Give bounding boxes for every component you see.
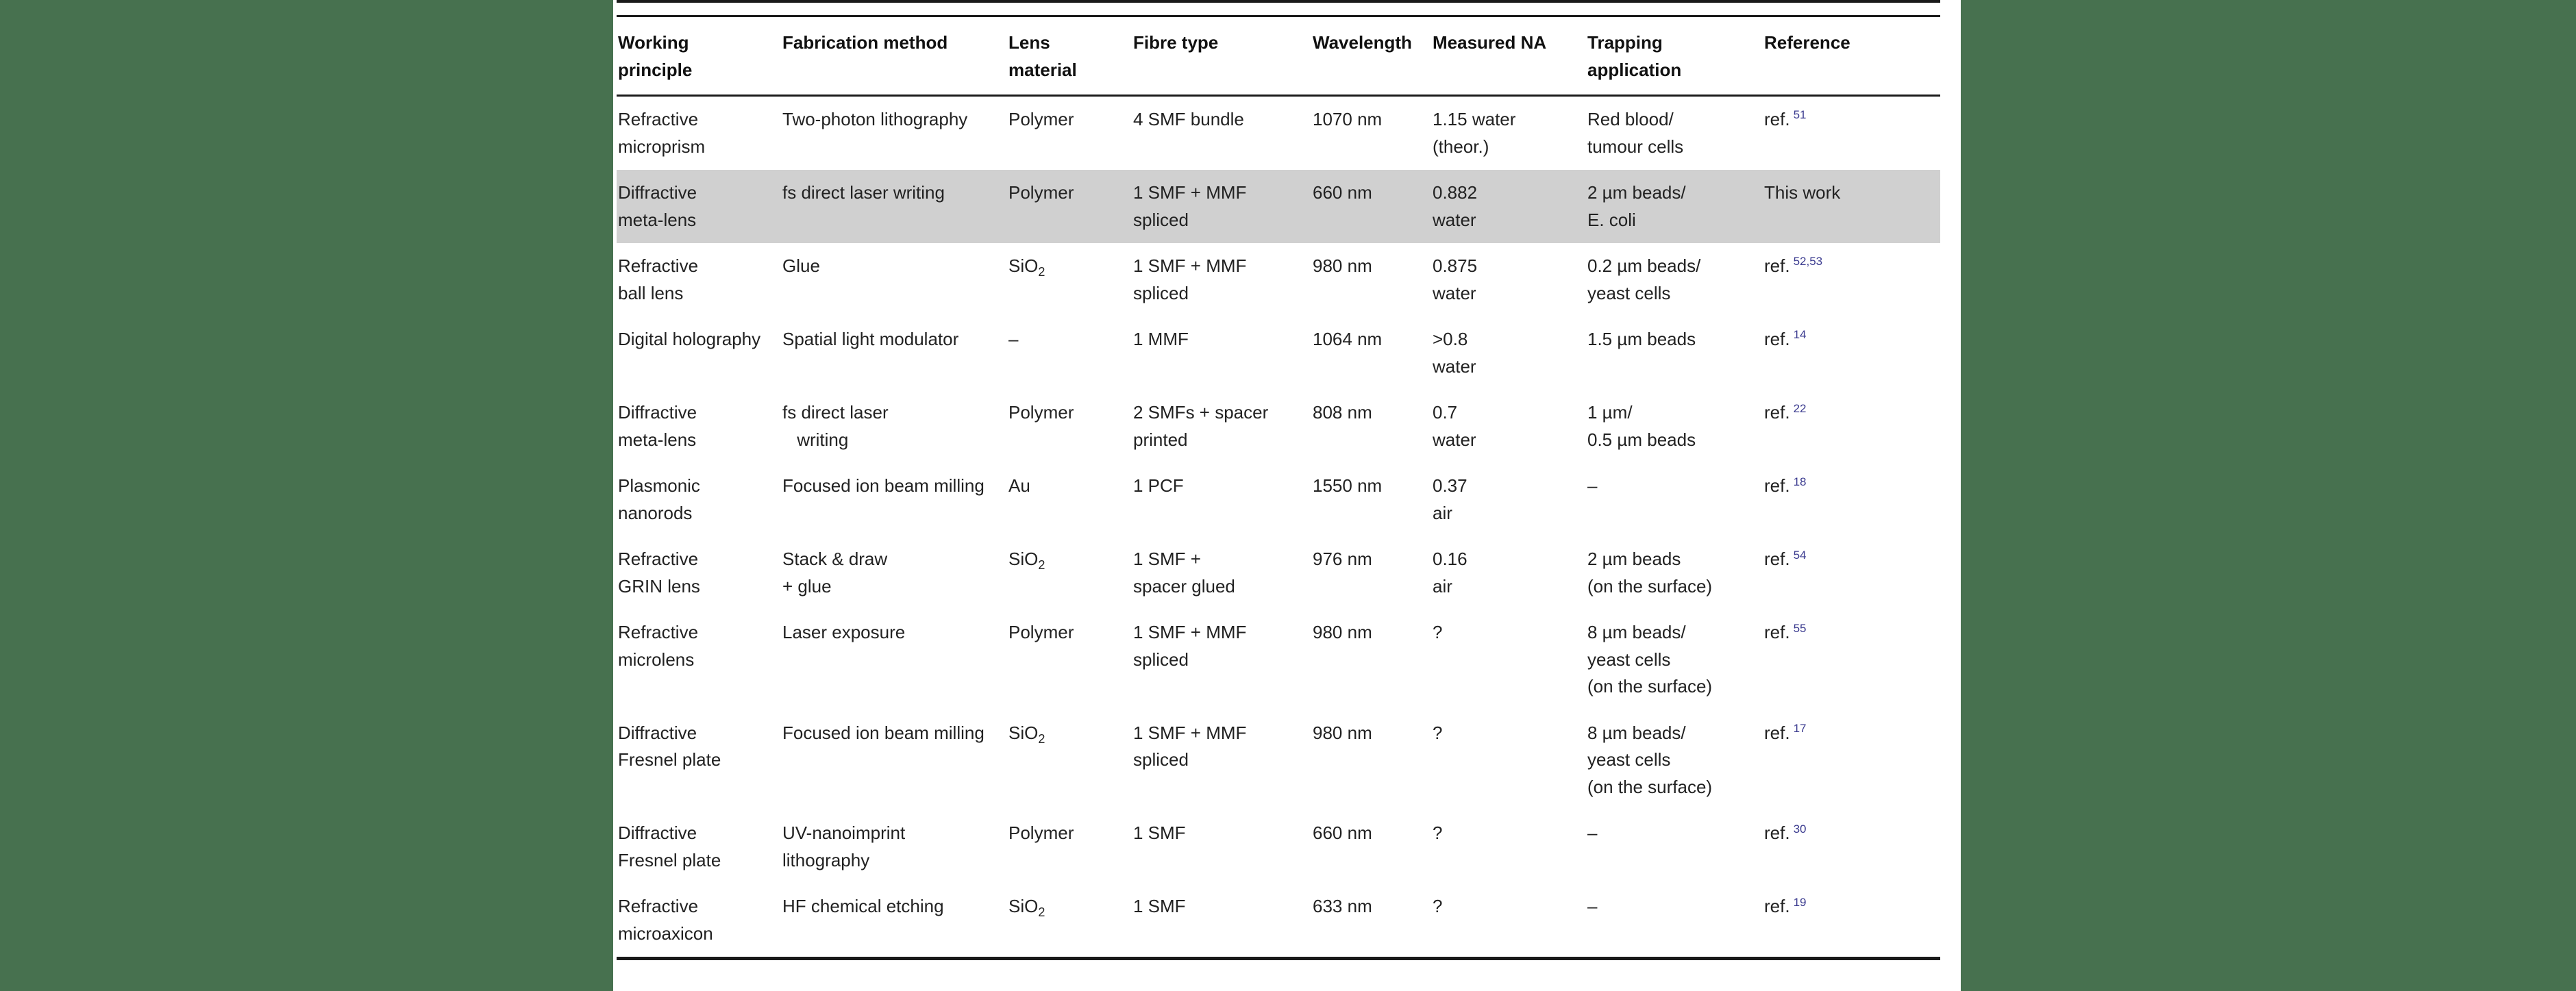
cell-line: 980 nm bbox=[1313, 255, 1372, 277]
cell-line: 1.5 µm beads bbox=[1587, 329, 1696, 350]
cell-line: Polymer bbox=[1008, 823, 1074, 844]
cell-line: meta-lens bbox=[618, 209, 697, 230]
cell-line: SiO$_2$ bbox=[1008, 896, 1045, 920]
subscript: 2 bbox=[1038, 265, 1045, 279]
cell-fabrication bbox=[781, 96, 1007, 171]
cell-principle bbox=[617, 536, 781, 610]
cell-wavelength bbox=[1311, 170, 1431, 243]
table-body bbox=[617, 96, 1940, 959]
column-header-material bbox=[1007, 16, 1132, 96]
cell-principle bbox=[617, 170, 781, 243]
cell-line: Focused ion beam milling bbox=[782, 722, 984, 743]
cell-fibre bbox=[1132, 536, 1311, 610]
cell-line: ? bbox=[1433, 823, 1443, 844]
cell-line: 1.15 water bbox=[1433, 109, 1516, 130]
page-panel bbox=[613, 0, 1961, 991]
cell-principle bbox=[617, 316, 781, 390]
reference-label: ref. $^{14}$ bbox=[1764, 328, 1807, 350]
cell-line: ? bbox=[1433, 622, 1443, 643]
cell-line: Spatial light modulator bbox=[782, 329, 959, 350]
cell-fabrication bbox=[781, 610, 1007, 710]
cell-line: yeast cells bbox=[1587, 749, 1671, 770]
table-bottom-rule bbox=[617, 959, 1940, 968]
column-header-line: Lens bbox=[1008, 32, 1050, 53]
reference-label: ref. $^{51}$ bbox=[1764, 108, 1807, 130]
cell-na bbox=[1431, 316, 1586, 390]
cell-reference bbox=[1763, 883, 1940, 959]
cell-line: Polymer bbox=[1008, 109, 1074, 130]
comparison-table bbox=[617, 0, 1940, 967]
table-row bbox=[617, 883, 1940, 959]
cell-line: HF chemical etching bbox=[782, 896, 944, 917]
subscript: 2 bbox=[1038, 731, 1045, 746]
cell-line: Diffractive bbox=[618, 823, 697, 844]
cell-reference bbox=[1763, 610, 1940, 710]
cell-fabrication bbox=[781, 243, 1007, 316]
cell-line: ? bbox=[1433, 722, 1443, 743]
table-row bbox=[617, 463, 1940, 536]
cell-line: (on the surface) bbox=[1587, 676, 1713, 697]
cell-line: 2 µm beads bbox=[1587, 549, 1681, 570]
cell-line: 808 nm bbox=[1313, 402, 1372, 423]
cell-line: Au bbox=[1008, 475, 1030, 497]
cell-line: 8 µm beads/ bbox=[1587, 722, 1686, 743]
cell-trapping bbox=[1586, 883, 1763, 959]
reference-label: ref. $^{55}$ bbox=[1764, 621, 1807, 643]
cell-line: Two-photon lithography bbox=[782, 109, 968, 130]
cell-wavelength bbox=[1311, 710, 1431, 811]
cell-line: Fresnel plate bbox=[618, 749, 721, 770]
cell-reference bbox=[1763, 170, 1940, 243]
reference-label: ref. $^{18}$ bbox=[1764, 475, 1807, 497]
cell-fibre bbox=[1132, 463, 1311, 536]
cell-line: 1 SMF + bbox=[1133, 549, 1201, 570]
cell-line: Polymer bbox=[1008, 402, 1074, 423]
cell-line: E. coli bbox=[1587, 209, 1636, 230]
cell-material bbox=[1007, 610, 1132, 710]
cell-line: writing bbox=[792, 429, 849, 450]
cell-principle bbox=[617, 810, 781, 883]
cell-line: Plasmonic bbox=[618, 475, 700, 497]
cell-line: 0.875 bbox=[1433, 255, 1478, 277]
cell-na bbox=[1431, 463, 1586, 536]
reference-label: ref. $^{54}$ bbox=[1764, 548, 1807, 570]
cell-reference bbox=[1763, 390, 1940, 463]
cell-line: water bbox=[1433, 209, 1476, 230]
cell-line: air bbox=[1433, 575, 1452, 597]
cell-trapping bbox=[1586, 170, 1763, 243]
rule-cell bbox=[617, 1, 1940, 16]
cell-line: SiO$_2$ bbox=[1008, 549, 1045, 573]
column-header-line: Reference bbox=[1764, 32, 1850, 53]
cell-fibre bbox=[1132, 810, 1311, 883]
cell-na bbox=[1431, 810, 1586, 883]
reference-label: ref. $^{52,53}$ bbox=[1764, 255, 1823, 277]
cell-na bbox=[1431, 710, 1586, 811]
cell-line: 980 nm bbox=[1313, 722, 1372, 743]
column-header-line: Fabrication method bbox=[782, 32, 948, 53]
cell-principle bbox=[617, 243, 781, 316]
reference-superscript-link[interactable]: 17 bbox=[1793, 722, 1807, 736]
column-header-na bbox=[1431, 16, 1586, 96]
column-header-wavelength bbox=[1311, 16, 1431, 96]
cell-line: spacer glued bbox=[1133, 575, 1235, 597]
cell-material bbox=[1007, 810, 1132, 883]
table-row bbox=[617, 390, 1940, 463]
reference-superscript-link[interactable]: 18 bbox=[1793, 475, 1807, 488]
cell-line: fs direct laser bbox=[782, 402, 889, 423]
column-header-line: material bbox=[1008, 59, 1077, 80]
table-row bbox=[617, 243, 1940, 316]
cell-line: – bbox=[1587, 823, 1598, 844]
cell-fibre bbox=[1132, 390, 1311, 463]
reference-superscript-link[interactable]: 52,53 bbox=[1793, 255, 1823, 268]
cell-line: Polymer bbox=[1008, 622, 1074, 643]
cell-line: GRIN lens bbox=[618, 575, 700, 597]
table-row bbox=[617, 536, 1940, 610]
cell-line: (on the surface) bbox=[1587, 575, 1713, 597]
cell-line: 1 SMF + MMF bbox=[1133, 722, 1247, 743]
table-container bbox=[617, 0, 1940, 967]
cell-reference bbox=[1763, 316, 1940, 390]
cell-line: Focused ion beam milling bbox=[782, 475, 984, 497]
cell-material bbox=[1007, 243, 1132, 316]
cell-line: microaxicon bbox=[618, 923, 713, 944]
cell-material bbox=[1007, 710, 1132, 811]
cell-line: printed bbox=[1133, 429, 1188, 450]
cell-line: 633 nm bbox=[1313, 896, 1372, 917]
cell-fibre bbox=[1132, 170, 1311, 243]
cell-principle bbox=[617, 463, 781, 536]
cell-line: 976 nm bbox=[1313, 549, 1372, 570]
cell-principle bbox=[617, 883, 781, 959]
cell-line: 1 SMF + MMF bbox=[1133, 182, 1247, 203]
cell-wavelength bbox=[1311, 243, 1431, 316]
cell-fibre bbox=[1132, 883, 1311, 959]
cell-na bbox=[1431, 243, 1586, 316]
table-row bbox=[617, 170, 1940, 243]
table-row bbox=[617, 710, 1940, 811]
cell-na bbox=[1431, 883, 1586, 959]
column-header-line: Measured NA bbox=[1433, 32, 1547, 53]
cell-line: air bbox=[1433, 502, 1452, 523]
cell-wavelength bbox=[1311, 463, 1431, 536]
cell-line: >0.8 bbox=[1433, 329, 1468, 350]
cell-principle bbox=[617, 96, 781, 171]
cell-line: nanorods bbox=[618, 502, 693, 523]
cell-na bbox=[1431, 96, 1586, 171]
subscript: 2 bbox=[1038, 558, 1045, 573]
cell-line: Refractive bbox=[618, 255, 699, 277]
cell-fibre bbox=[1132, 243, 1311, 316]
cell-line: lithography bbox=[782, 849, 870, 870]
table-top-rule bbox=[617, 1, 1940, 16]
cell-trapping bbox=[1586, 316, 1763, 390]
cell-reference bbox=[1763, 243, 1940, 316]
cell-line: 8 µm beads/ bbox=[1587, 622, 1686, 643]
cell-line: microprism bbox=[618, 136, 706, 157]
reference-superscript-link[interactable]: 54 bbox=[1793, 548, 1807, 562]
cell-material bbox=[1007, 536, 1132, 610]
cell-trapping bbox=[1586, 96, 1763, 171]
cell-line: – bbox=[1587, 896, 1598, 917]
cell-line: – bbox=[1587, 475, 1598, 497]
cell-na bbox=[1431, 536, 1586, 610]
column-header-line: Working bbox=[618, 32, 689, 53]
cell-fabrication bbox=[781, 170, 1007, 243]
cell-wavelength bbox=[1311, 883, 1431, 959]
cell-line: 0.882 bbox=[1433, 182, 1478, 203]
cell-fabrication bbox=[781, 390, 1007, 463]
cell-line: Refractive bbox=[618, 896, 699, 917]
cell-line: + glue bbox=[782, 575, 832, 597]
column-header-fabrication bbox=[781, 16, 1007, 96]
cell-fabrication bbox=[781, 536, 1007, 610]
cell-material bbox=[1007, 883, 1132, 959]
column-header-line: Trapping bbox=[1587, 32, 1663, 53]
cell-line: spliced bbox=[1133, 749, 1189, 770]
reference-superscript-link[interactable]: 55 bbox=[1793, 621, 1807, 635]
column-header-line: principle bbox=[618, 59, 693, 80]
cell-reference bbox=[1763, 710, 1940, 811]
subscript: 2 bbox=[1038, 905, 1045, 920]
cell-line: 1 MMF bbox=[1133, 329, 1189, 350]
cell-line: 1550 nm bbox=[1313, 475, 1383, 497]
cell-fabrication bbox=[781, 316, 1007, 390]
reference-superscript-link[interactable]: 14 bbox=[1793, 328, 1807, 342]
cell-line: meta-lens bbox=[618, 429, 697, 450]
cell-reference bbox=[1763, 810, 1940, 883]
reference-label: ref. $^{22}$ bbox=[1764, 401, 1807, 423]
cell-fabrication bbox=[781, 883, 1007, 959]
rule-cell bbox=[617, 959, 1940, 968]
cell-reference bbox=[1763, 463, 1940, 536]
cell-line: 0.2 µm beads/ bbox=[1587, 255, 1701, 277]
cell-fibre bbox=[1132, 710, 1311, 811]
cell-trapping bbox=[1586, 810, 1763, 883]
cell-line: (on the surface) bbox=[1587, 776, 1713, 797]
reference-label: ref. $^{30}$ bbox=[1764, 822, 1807, 844]
reference-superscript-link[interactable]: 30 bbox=[1793, 822, 1807, 836]
cell-fibre bbox=[1132, 96, 1311, 171]
cell-na bbox=[1431, 170, 1586, 243]
cell-reference bbox=[1763, 536, 1940, 610]
reference-label: ref. $^{19}$ bbox=[1764, 895, 1807, 917]
cell-trapping bbox=[1586, 243, 1763, 316]
cell-wavelength bbox=[1311, 390, 1431, 463]
cell-wavelength bbox=[1311, 536, 1431, 610]
cell-material bbox=[1007, 96, 1132, 171]
cell-trapping bbox=[1586, 390, 1763, 463]
cell-line: Glue bbox=[782, 255, 820, 277]
cell-line: Fresnel plate bbox=[618, 849, 721, 870]
cell-line: water bbox=[1433, 282, 1476, 303]
cell-line: 1 SMF bbox=[1133, 823, 1186, 844]
cell-principle bbox=[617, 390, 781, 463]
cell-line: 0.16 bbox=[1433, 549, 1467, 570]
cell-line: 1 µm/ bbox=[1587, 402, 1633, 423]
column-header-trapping bbox=[1586, 16, 1763, 96]
cell-principle bbox=[617, 710, 781, 811]
cell-line: 660 nm bbox=[1313, 182, 1372, 203]
column-header-reference bbox=[1763, 16, 1940, 96]
cell-line: 1 PCF bbox=[1133, 475, 1184, 497]
cell-fabrication bbox=[781, 463, 1007, 536]
cell-line: microlens bbox=[618, 649, 695, 670]
cell-line: water bbox=[1433, 429, 1476, 450]
cell-line: tumour cells bbox=[1587, 136, 1684, 157]
column-header-line: Wavelength bbox=[1313, 32, 1412, 53]
cell-line: 0.37 bbox=[1433, 475, 1467, 497]
table-foot bbox=[617, 959, 1940, 968]
table-row bbox=[617, 810, 1940, 883]
cell-line: 4 SMF bundle bbox=[1133, 109, 1244, 130]
cell-line: spliced bbox=[1133, 209, 1189, 230]
table-header-row bbox=[617, 16, 1940, 96]
cell-line: Refractive bbox=[618, 109, 699, 130]
column-header-line: Fibre type bbox=[1133, 32, 1219, 53]
cell-line: Polymer bbox=[1008, 182, 1074, 203]
cell-trapping bbox=[1586, 710, 1763, 811]
cell-line: – bbox=[1008, 329, 1019, 350]
cell-line: 0.7 bbox=[1433, 402, 1458, 423]
cell-na bbox=[1431, 610, 1586, 710]
column-header-principle bbox=[617, 16, 781, 96]
cell-line: 1 SMF + MMF bbox=[1133, 255, 1247, 277]
reference-label: This work bbox=[1764, 182, 1841, 203]
table-row bbox=[617, 610, 1940, 710]
cell-line: 2 µm beads/ bbox=[1587, 182, 1686, 203]
cell-line: SiO$_2$ bbox=[1008, 255, 1045, 279]
cell-principle bbox=[617, 610, 781, 710]
table-head bbox=[617, 1, 1940, 96]
cell-line: water bbox=[1433, 355, 1476, 377]
cell-fabrication bbox=[781, 810, 1007, 883]
cell-material bbox=[1007, 316, 1132, 390]
table-row bbox=[617, 316, 1940, 390]
cell-line: 1070 nm bbox=[1313, 109, 1383, 130]
cell-line: spliced bbox=[1133, 282, 1189, 303]
reference-superscript-link[interactable]: 19 bbox=[1793, 895, 1807, 909]
cell-line: 1064 nm bbox=[1313, 329, 1383, 350]
cell-reference bbox=[1763, 96, 1940, 171]
column-header-line: application bbox=[1587, 59, 1682, 80]
cell-na bbox=[1431, 390, 1586, 463]
cell-material bbox=[1007, 390, 1132, 463]
reference-label: ref. $^{17}$ bbox=[1764, 722, 1807, 743]
reference-superscript-link[interactable]: 51 bbox=[1793, 108, 1807, 122]
cell-wavelength bbox=[1311, 96, 1431, 171]
table-row bbox=[617, 96, 1940, 171]
cell-fibre bbox=[1132, 610, 1311, 710]
cell-line: UV-nanoimprint bbox=[782, 823, 906, 844]
cell-line: (theor.) bbox=[1433, 136, 1489, 157]
cell-line: fs direct laser writing bbox=[782, 182, 945, 203]
cell-wavelength bbox=[1311, 316, 1431, 390]
cell-line: Digital holography bbox=[618, 329, 761, 350]
column-header-fibre bbox=[1132, 16, 1311, 96]
reference-superscript-link[interactable]: 22 bbox=[1793, 401, 1807, 415]
cell-trapping bbox=[1586, 610, 1763, 710]
cell-trapping bbox=[1586, 463, 1763, 536]
cell-wavelength bbox=[1311, 810, 1431, 883]
cell-line: yeast cells bbox=[1587, 649, 1671, 670]
cell-trapping bbox=[1586, 536, 1763, 610]
cell-wavelength bbox=[1311, 610, 1431, 710]
cell-line: Red blood/ bbox=[1587, 109, 1674, 130]
cell-line: Refractive bbox=[618, 622, 699, 643]
cell-fibre bbox=[1132, 316, 1311, 390]
cell-line: 1 SMF bbox=[1133, 896, 1186, 917]
cell-line: yeast cells bbox=[1587, 282, 1671, 303]
cell-material bbox=[1007, 463, 1132, 536]
cell-line: Laser exposure bbox=[782, 622, 906, 643]
cell-line: SiO$_2$ bbox=[1008, 722, 1045, 746]
cell-line: ball lens bbox=[618, 282, 684, 303]
cell-line: Stack & draw bbox=[782, 549, 888, 570]
cell-line: Diffractive bbox=[618, 722, 697, 743]
cell-line: 2 SMFs + spacer bbox=[1133, 402, 1269, 423]
cell-fabrication bbox=[781, 710, 1007, 811]
cell-line: Refractive bbox=[618, 549, 699, 570]
cell-line: 0.5 µm beads bbox=[1587, 429, 1696, 450]
cell-line: spliced bbox=[1133, 649, 1189, 670]
cell-line: 660 nm bbox=[1313, 823, 1372, 844]
cell-line: 1 SMF + MMF bbox=[1133, 622, 1247, 643]
cell-line: 980 nm bbox=[1313, 622, 1372, 643]
cell-line: Diffractive bbox=[618, 402, 697, 423]
cell-material bbox=[1007, 170, 1132, 243]
cell-line: Diffractive bbox=[618, 182, 697, 203]
cell-line: ? bbox=[1433, 896, 1443, 917]
